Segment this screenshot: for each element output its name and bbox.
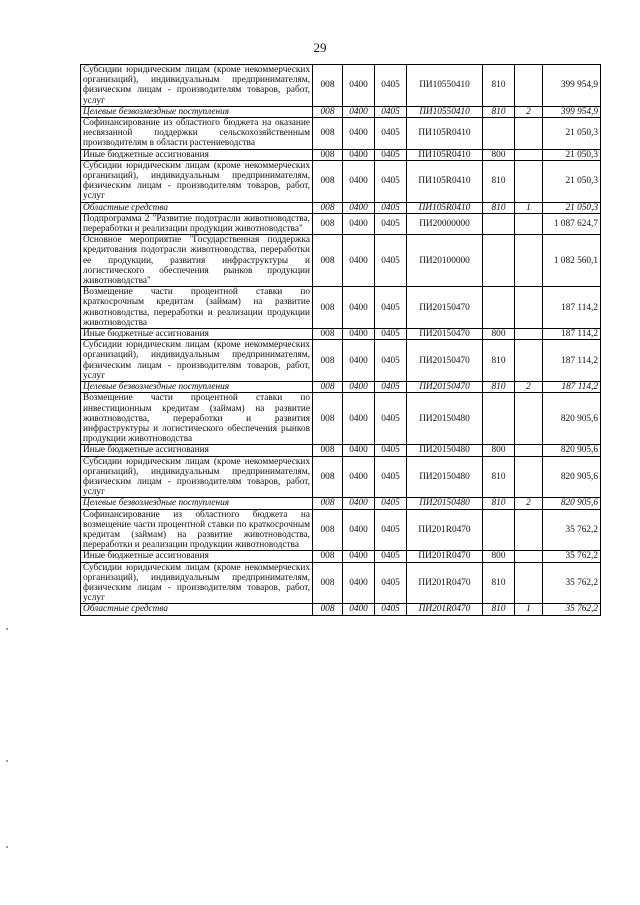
subsection-code: 0405 — [375, 551, 407, 562]
table-row — [81, 509, 601, 551]
subsection-code: 0405 — [375, 287, 407, 329]
funding-source-code — [515, 562, 543, 604]
funding-source-code — [515, 340, 543, 382]
row-description: Иные бюджетные ассигнования — [81, 551, 313, 562]
expense-type-code: 800 — [483, 551, 515, 562]
ministry-code: 008 — [313, 382, 343, 393]
table-row — [81, 235, 601, 287]
section-code: 0400 — [343, 456, 375, 498]
expense-type-code: 800 — [483, 329, 515, 340]
section-code: 0400 — [343, 393, 375, 445]
funding-source-code — [515, 213, 543, 234]
expense-type-code: 810 — [483, 202, 515, 213]
section-code: 0400 — [343, 213, 375, 234]
amount: 21 050,3 — [543, 149, 601, 160]
section-code: 0400 — [343, 562, 375, 604]
funding-source-code — [515, 235, 543, 287]
table-row — [81, 118, 601, 150]
table-row — [81, 202, 601, 213]
section-code: 0400 — [343, 382, 375, 393]
section-code: 0400 — [343, 340, 375, 382]
target-article-code: ПИ20150470 — [407, 287, 483, 329]
subsection-code: 0405 — [375, 393, 407, 445]
expense-type-code: 810 — [483, 498, 515, 509]
amount: 820 905,6 — [543, 456, 601, 498]
row-description: Софинансирование из областного бюджета на возмещение части процентной ставки по краткосрочным кредитам (займам) на развитие животноводства, переработки и реализации продукции животноводства — [81, 509, 313, 551]
expense-type-code — [483, 287, 515, 329]
section-code: 0400 — [343, 604, 375, 615]
target-article-code: ПИ20000000 — [407, 213, 483, 234]
section-code: 0400 — [343, 65, 375, 107]
section-code: 0400 — [343, 149, 375, 160]
subsection-code: 0405 — [375, 106, 407, 117]
row-description: Иные бюджетные ассигнования — [81, 149, 313, 160]
ministry-code: 008 — [313, 213, 343, 234]
section-code: 0400 — [343, 202, 375, 213]
subsection-code: 0405 — [375, 329, 407, 340]
subsection-code: 0405 — [375, 149, 407, 160]
expense-type-code: 810 — [483, 382, 515, 393]
target-article-code: ПИ20150480 — [407, 498, 483, 509]
target-article-code: ПИ201R0470 — [407, 604, 483, 615]
row-description: Субсидии юридическим лицам (кроме некоммерческих организаций), индивидуальным предпринимателям, физическим лицам - производителям товаров, работ, услуг — [81, 160, 313, 202]
subsection-code: 0405 — [375, 213, 407, 234]
section-code: 0400 — [343, 287, 375, 329]
amount: 399 954,9 — [543, 65, 601, 107]
subsection-code: 0405 — [375, 65, 407, 107]
row-description: Основное мероприятие "Государственная поддержка кредитования подотрасли животноводства, переработки ее продукции, развития инфраструктуры и логистического обеспечения рынков продукции животноводства" — [81, 235, 313, 287]
funding-source-code: 2 — [515, 106, 543, 117]
margin-mark — [6, 628, 8, 630]
table-row — [81, 329, 601, 340]
funding-source-code: 2 — [515, 498, 543, 509]
subsection-code: 0405 — [375, 160, 407, 202]
funding-source-code — [515, 149, 543, 160]
section-code: 0400 — [343, 235, 375, 287]
target-article-code: ПИ105R0410 — [407, 202, 483, 213]
table-row — [81, 445, 601, 456]
amount: 1 087 624,7 — [543, 213, 601, 234]
row-description: Иные бюджетные ассигнования — [81, 445, 313, 456]
ministry-code: 008 — [313, 562, 343, 604]
subsection-code: 0405 — [375, 445, 407, 456]
funding-source-code: 1 — [515, 202, 543, 213]
amount: 820 905,6 — [543, 393, 601, 445]
target-article-code: ПИ201R0470 — [407, 551, 483, 562]
target-article-code: ПИ20150470 — [407, 329, 483, 340]
target-article-code: ПИ10550410 — [407, 65, 483, 107]
amount: 21 050,3 — [543, 118, 601, 150]
table-row — [81, 604, 601, 615]
page-number: 29 — [313, 40, 327, 55]
expense-type-code — [483, 235, 515, 287]
funding-source-code — [515, 329, 543, 340]
target-article-code: ПИ20150480 — [407, 393, 483, 445]
subsection-code: 0405 — [375, 456, 407, 498]
ministry-code: 008 — [313, 456, 343, 498]
ministry-code: 008 — [313, 604, 343, 615]
ministry-code: 008 — [313, 235, 343, 287]
ministry-code: 008 — [313, 202, 343, 213]
row-description: Софинансирование из областного бюджета на оказание несвязанной поддержки сельскохозяйственным производителям в области растениеводства — [81, 118, 313, 150]
target-article-code: ПИ20150470 — [407, 340, 483, 382]
expense-type-code: 810 — [483, 456, 515, 498]
ministry-code: 008 — [313, 393, 343, 445]
amount: 35 762,2 — [543, 604, 601, 615]
row-description: Целевые безвозмездные поступления — [81, 106, 313, 117]
funding-source-code — [515, 118, 543, 150]
funding-source-code — [515, 456, 543, 498]
amount: 35 762,2 — [543, 551, 601, 562]
expense-type-code: 810 — [483, 604, 515, 615]
expense-type-code — [483, 393, 515, 445]
table-row — [81, 160, 601, 202]
target-article-code: ПИ20150470 — [407, 382, 483, 393]
section-code: 0400 — [343, 118, 375, 150]
ministry-code: 008 — [313, 498, 343, 509]
budget-table-body — [81, 65, 601, 616]
expense-type-code: 800 — [483, 149, 515, 160]
table-row — [81, 65, 601, 107]
subsection-code: 0405 — [375, 118, 407, 150]
ministry-code: 008 — [313, 118, 343, 150]
subsection-code: 0405 — [375, 509, 407, 551]
table-row — [81, 393, 601, 445]
ministry-code: 008 — [313, 445, 343, 456]
amount: 187 114,2 — [543, 382, 601, 393]
amount: 35 762,2 — [543, 562, 601, 604]
ministry-code: 008 — [313, 149, 343, 160]
table-row — [81, 213, 601, 234]
margin-mark — [6, 760, 8, 762]
row-description: Субсидии юридическим лицам (кроме некоммерческих организаций), индивидуальным предпринимателям, физическим лицам - производителям товаров, работ, услуг — [81, 456, 313, 498]
budget-table — [80, 64, 601, 616]
amount: 399 954,9 — [543, 106, 601, 117]
amount: 187 114,2 — [543, 340, 601, 382]
table-row — [81, 106, 601, 117]
ministry-code: 008 — [313, 329, 343, 340]
funding-source-code — [515, 160, 543, 202]
expense-type-code: 810 — [483, 65, 515, 107]
funding-source-code: 1 — [515, 604, 543, 615]
expense-type-code: 810 — [483, 562, 515, 604]
row-description: Субсидии юридическим лицам (кроме некоммерческих организаций), индивидуальным предпринимателям, физическим лицам - производителям товаров, работ, услуг — [81, 562, 313, 604]
target-article-code: ПИ105R0410 — [407, 160, 483, 202]
section-code: 0400 — [343, 445, 375, 456]
ministry-code: 008 — [313, 340, 343, 382]
expense-type-code: 810 — [483, 340, 515, 382]
ministry-code: 008 — [313, 509, 343, 551]
expense-type-code: 810 — [483, 106, 515, 117]
row-description: Целевые безвозмездные поступления — [81, 382, 313, 393]
row-description: Субсидии юридическим лицам (кроме некоммерческих организаций), индивидуальным предпринимателям, физическим лицам - производителям товаров, работ, услуг — [81, 340, 313, 382]
table-row — [81, 498, 601, 509]
row-description: Целевые безвозмездные поступления — [81, 498, 313, 509]
amount: 820 905,6 — [543, 498, 601, 509]
table-row — [81, 382, 601, 393]
target-article-code: ПИ201R0470 — [407, 562, 483, 604]
amount: 820 905,6 — [543, 445, 601, 456]
row-description: Возмещение части процентной ставки по инвестиционным кредитам (займам) на развитие животноводства, переработки и развития инфраструктуры и логистического обеспечения рынков продукции животноводства — [81, 393, 313, 445]
expense-type-code — [483, 118, 515, 150]
section-code: 0400 — [343, 509, 375, 551]
table-row — [81, 551, 601, 562]
subsection-code: 0405 — [375, 382, 407, 393]
ministry-code: 008 — [313, 65, 343, 107]
amount: 35 762,2 — [543, 509, 601, 551]
margin-mark — [6, 846, 8, 848]
ministry-code: 008 — [313, 106, 343, 117]
funding-source-code: 2 — [515, 382, 543, 393]
target-article-code: ПИ20150480 — [407, 445, 483, 456]
section-code: 0400 — [343, 551, 375, 562]
expense-type-code — [483, 213, 515, 234]
row-description: Подпрограмма 2 "Развитие подотрасли животноводства, переработки и реализации продукции животноводства" — [81, 213, 313, 234]
amount: 1 082 560,1 — [543, 235, 601, 287]
subsection-code: 0405 — [375, 604, 407, 615]
subsection-code: 0405 — [375, 202, 407, 213]
row-description: Областные средства — [81, 202, 313, 213]
table-row — [81, 456, 601, 498]
amount: 21 050,3 — [543, 160, 601, 202]
subsection-code: 0405 — [375, 340, 407, 382]
table-row — [81, 562, 601, 604]
ministry-code: 008 — [313, 551, 343, 562]
table-row — [81, 340, 601, 382]
amount: 187 114,2 — [543, 287, 601, 329]
target-article-code: ПИ201R0470 — [407, 509, 483, 551]
row-description: Иные бюджетные ассигнования — [81, 329, 313, 340]
expense-type-code — [483, 509, 515, 551]
funding-source-code — [515, 445, 543, 456]
ministry-code: 008 — [313, 287, 343, 329]
section-code: 0400 — [343, 106, 375, 117]
funding-source-code — [515, 393, 543, 445]
funding-source-code — [515, 509, 543, 551]
target-article-code: ПИ105R0410 — [407, 149, 483, 160]
target-article-code: ПИ20150480 — [407, 456, 483, 498]
amount: 21 050,3 — [543, 202, 601, 213]
section-code: 0400 — [343, 329, 375, 340]
target-article-code: ПИ20100000 — [407, 235, 483, 287]
table-row — [81, 149, 601, 160]
section-code: 0400 — [343, 160, 375, 202]
expense-type-code: 800 — [483, 445, 515, 456]
target-article-code: ПИ10550410 — [407, 106, 483, 117]
funding-source-code — [515, 287, 543, 329]
target-article-code: ПИ105R0410 — [407, 118, 483, 150]
row-description: Областные средства — [81, 604, 313, 615]
subsection-code: 0405 — [375, 562, 407, 604]
row-description: Возмещение части процентной ставки по краткосрочным кредитам (займам) на развитие животноводства, переработки и реализации продукции животноводства — [81, 287, 313, 329]
ministry-code: 008 — [313, 160, 343, 202]
table-row — [81, 287, 601, 329]
funding-source-code — [515, 551, 543, 562]
expense-type-code: 810 — [483, 160, 515, 202]
amount: 187 114,2 — [543, 329, 601, 340]
funding-source-code — [515, 65, 543, 107]
section-code: 0400 — [343, 498, 375, 509]
row-description: Субсидии юридическим лицам (кроме некоммерческих организаций), индивидуальным предпринимателям, физическим лицам - производителям товаров, работ, услуг — [81, 65, 313, 107]
subsection-code: 0405 — [375, 235, 407, 287]
subsection-code: 0405 — [375, 498, 407, 509]
